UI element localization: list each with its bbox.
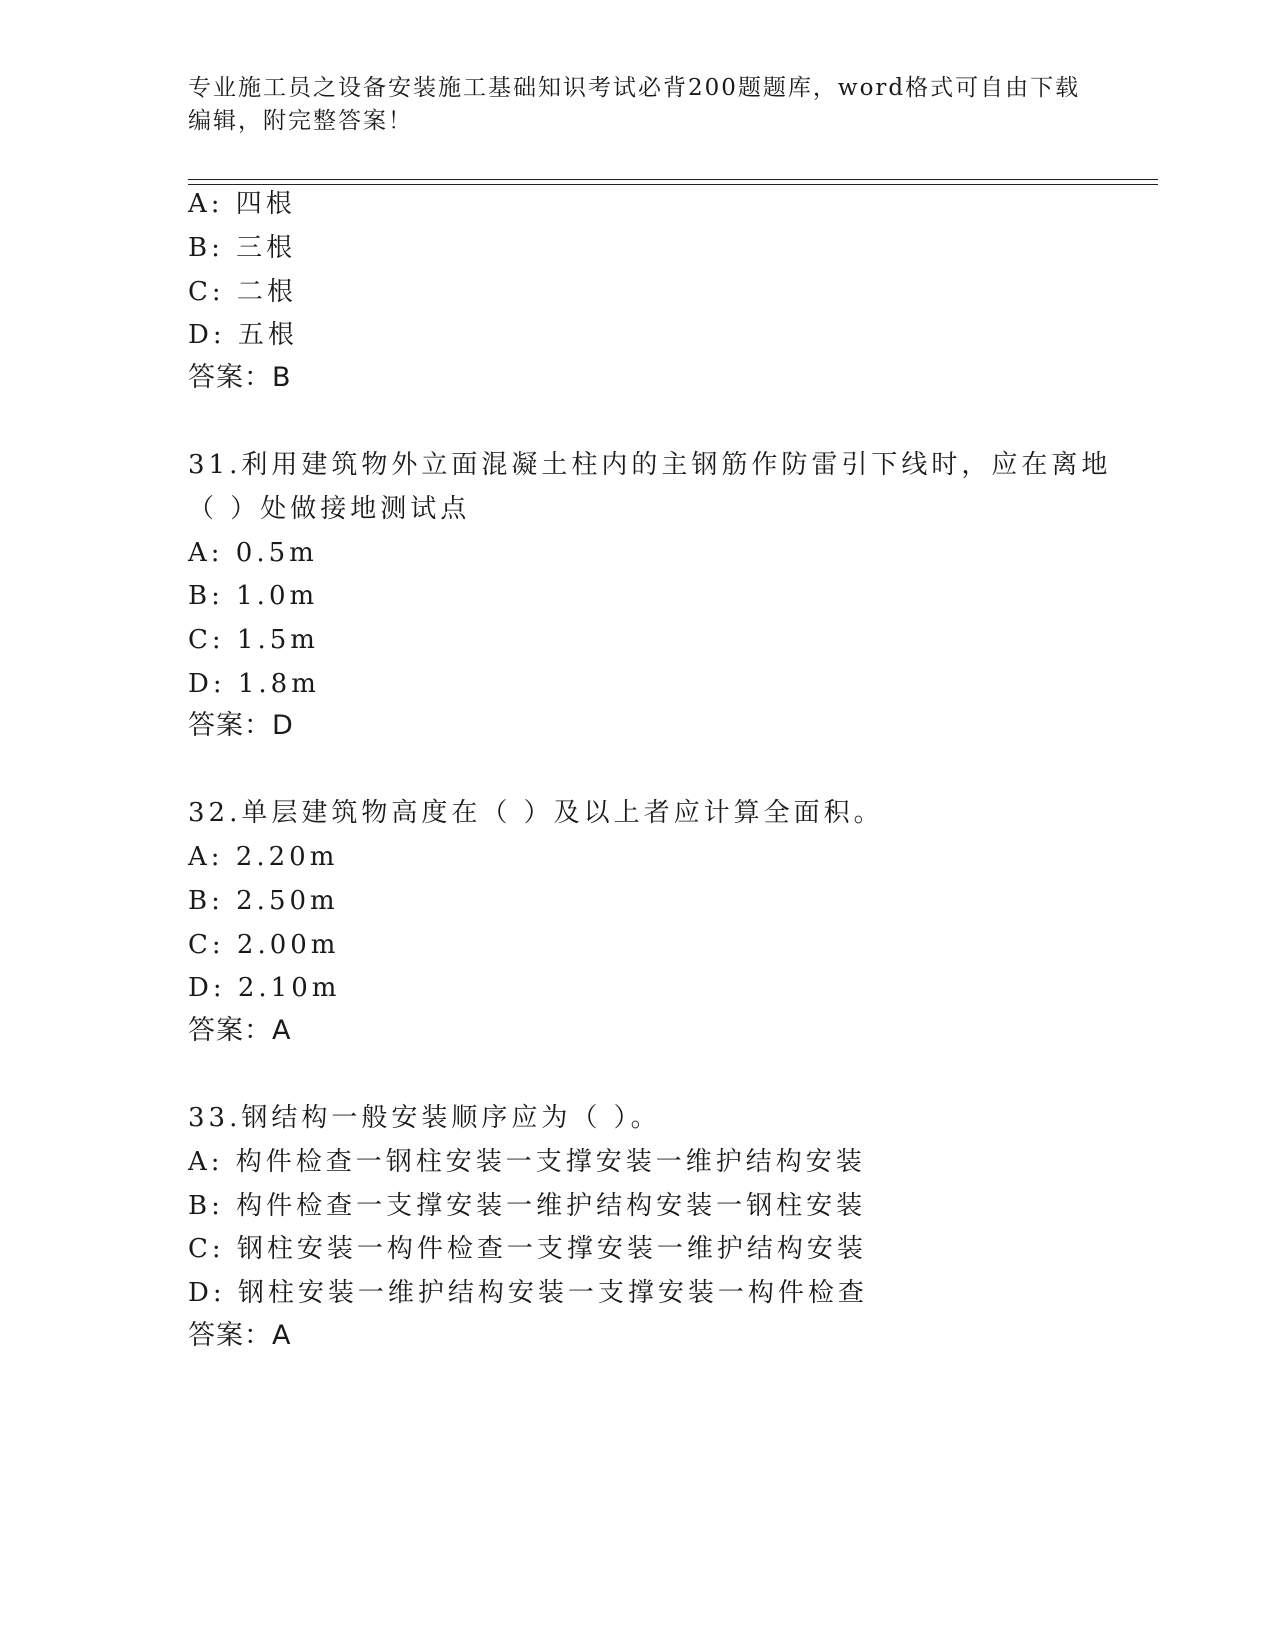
q30-option-d: D: 五根 — [188, 320, 298, 350]
q31-option-b: B: 1.0m — [188, 581, 319, 611]
header-title-line-2: 编辑，附完整答案！ — [188, 108, 413, 134]
q31-option-d: D: 1.8m — [188, 669, 320, 699]
q31-option-a: A: 0.5m — [188, 538, 318, 568]
header-divider-bottom — [188, 184, 1158, 185]
q30-option-c: C: 二根 — [188, 277, 297, 307]
q32-answer: 答案：A — [188, 1015, 292, 1046]
q33-option-d: D: 钢柱安装一维护结构安装一支撑安装一构件检查 — [188, 1278, 868, 1308]
q33-option-b: B: 构件检查一支撑安装一维护结构安装一钢柱安装 — [188, 1191, 867, 1221]
q30-option-a: A: 四根 — [188, 189, 296, 219]
q31-answer: 答案：D — [188, 710, 294, 741]
document-header — [188, 72, 1088, 138]
q32-option-d: D: 2.10m — [188, 973, 341, 1003]
q32-option-c: C: 2.00m — [188, 930, 340, 960]
q32-option-a: A: 2.20m — [188, 842, 339, 872]
q32-option-b: B: 2.50m — [188, 886, 339, 916]
q32-stem: 32.单层建筑物高度在（ ）及以上者应计算全面积。 — [188, 798, 884, 828]
q31-stem-line-2: （ ）处做接地测试点 — [188, 494, 471, 524]
q31-option-c: C: 1.5m — [188, 625, 319, 655]
q30-answer: 答案：B — [188, 362, 292, 393]
q31-stem-line-1: 31.利用建筑物外立面混凝土柱内的主钢筋作防雷引下线时，应在离地 — [188, 450, 1112, 480]
q33-stem: 33.钢结构一般安装顺序应为（ ）。 — [188, 1103, 661, 1133]
q30-option-b: B: 三根 — [188, 233, 297, 263]
q33-answer: 答案：A — [188, 1320, 292, 1351]
header-title-line-1: 专业施工员之设备安装施工基础知识考试必背200题题库，word格式可自由下载 — [188, 75, 1081, 101]
q33-option-c: C: 钢柱安装一构件检查一支撑安装一维护结构安装 — [188, 1234, 867, 1264]
q33-option-a: A: 构件检查一钢柱安装一支撑安装一维护结构安装 — [188, 1147, 866, 1177]
header-divider-top — [188, 179, 1158, 180]
